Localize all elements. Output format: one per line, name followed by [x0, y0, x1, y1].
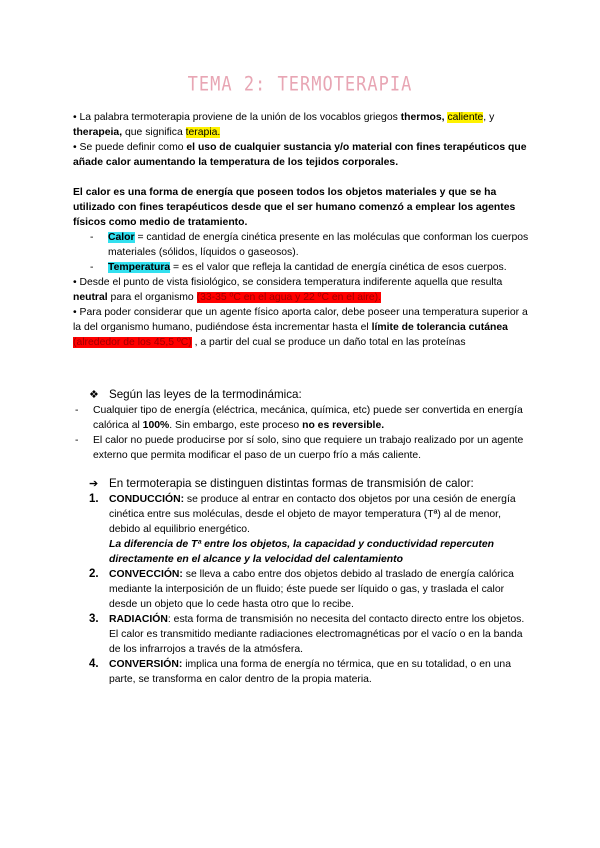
highlight-tolerance-value: (alrededor de los 45,5 ºC): [73, 337, 192, 348]
highlight-terapia: terapia.: [185, 127, 221, 138]
paragraph-heat-energy: El calor es una forma de energía que poseen todos los objetos materiales y que se ha utilizado con fines terapéuticos desde que el ser humano comenzó a emplear los agentes físicos como medio de tratamiento.: [73, 187, 516, 228]
conduccion-note: La diferencia de Tª entre los objetos, la capacidad y conductividad repercuten directamente en el alcance y la velocidad del calentamiento: [109, 539, 494, 565]
intro-section: [73, 110, 531, 170]
arrow-bullet-icon: ➔: [89, 478, 99, 490]
highlight-neutral-range: (33-35 ºC en el agua y 22 ºC en el aire).: [196, 292, 381, 303]
paragraph-definition: • Se puede definir como el uso de cualquier sustancia y/o material con fines terapéuticos que añade calor aumentando la temperatura de los tejidos corporales.: [73, 142, 527, 168]
transmission-section: [73, 476, 531, 687]
heat-section: [73, 185, 531, 350]
thermodynamics-law-2: - El calor no puede producirse por sí solo, sino que requiere un trabajo realizado por un agente externo que permita modificar el paso de un cuerpo frío a más caliente.: [75, 435, 524, 461]
diamond-bullet-icon: ❖: [89, 389, 99, 401]
highlight-calor: Calor: [108, 232, 135, 243]
paragraph-etymology: • La palabra termoterapia proviene de la unión de los vocablos griegos thermos, caliente, y therapeia, que significa terapia.: [73, 112, 495, 138]
form-conduccion: 1. CONDUCCIÓN: se produce al entrar en contacto dos objetos por una cesión de energía cinética entre sus moléculas, desde el objeto de mayor temperatura (Tª) al de menor, debido al equilibrio energético. La diferencia de Tª entre los objetos, la capacidad y conductividad repercuten directamente en el alcance y la velocidad del calentamiento: [89, 493, 516, 565]
definition-temperatura: - Temperatura = es el valor que refleja la cantidad de energía cinética de esos cuerpos.: [90, 262, 507, 273]
thermodynamics-section: [73, 387, 531, 463]
highlight-caliente: caliente: [447, 112, 484, 123]
thermodynamics-law-1: - Cualquier tipo de energía (eléctrica, mecánica, química, etc) puede ser convertida en energía calórica al 100%. Sin embargo, este proceso no es reversible.: [75, 405, 523, 431]
thermodynamics-heading: ❖ Según las leyes de la termodinámica:: [89, 388, 302, 401]
paragraph-neutral-temperature: • Desde el punto de vista fisiológico, se considera temperatura indiferente aquella que resulta neutral para el organismo (33-35 ºC en el agua y 22 ºC en el aire).: [73, 277, 503, 303]
definition-calor: - Calor = cantidad de energía cinética presente en las moléculas que conforman los cuerpos materiales (sólidos, líquidos o gaseosos).: [90, 232, 529, 258]
transmission-heading: ➔ En termoterapia se distinguen distintas formas de transmisión de calor:: [89, 477, 474, 490]
form-conversion: 4. CONVERSIÓN: implica una forma de energía no térmica, que en su totalidad, o en una parte, se transforma en calor dentro de la propia materia.: [89, 658, 511, 685]
page-title: TEMA 2: TERMOTERAPIA: [187, 73, 413, 97]
form-radiacion: 3. RADIACIÓN: esta forma de transmisión no necesita del contacto directo entre los objetos. El calor es transmitido mediante radiaciones electromagnéticas por el vacío o en la banda de los infrarrojos a través de la atmósfera.: [89, 613, 525, 655]
form-conveccion: 2. CONVECCIÓN: se lleva a cabo entre dos objetos debido al traslado de energía calórica mediante la interposición de un fluido; éste puede ser líquido o gas, y traslada el calor desde un objeto que lo cede hasta otro que lo recibe.: [89, 568, 514, 610]
highlight-temperatura: Temperatura: [108, 262, 171, 273]
paragraph-tolerance-limit: • Para poder considerar que un agente físico aporta calor, debe poseer una temperatura superior a la del organismo humano, pudiéndose ésta incrementar hasta el límite de tolerancia cutánea (alrededor de los 45,5 ºC) , a partir del cual se produce un daño total en las proteínas: [73, 307, 528, 348]
